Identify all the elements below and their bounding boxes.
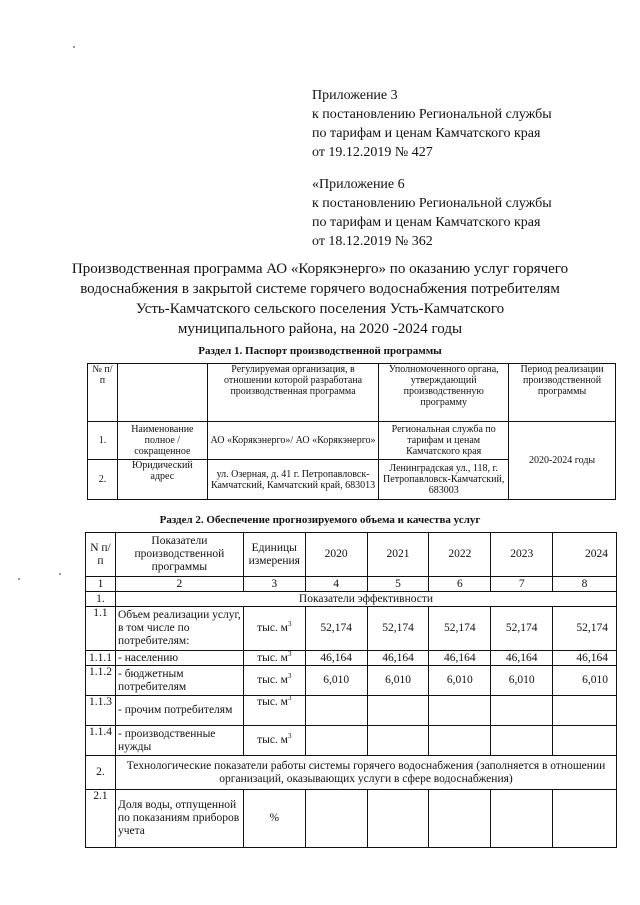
table-row bbox=[86, 790, 617, 848]
passport-row-authority: Региональная служба по тарифам и ценам Камчатского края bbox=[379, 422, 509, 460]
row-value bbox=[305, 696, 367, 726]
row-value: 52,174 bbox=[367, 607, 429, 651]
passport-header-num: № п/п bbox=[88, 364, 118, 422]
passport-header-authority: Уполномоченного органа, утверждающий производственную программу bbox=[379, 364, 509, 422]
row-value bbox=[305, 790, 367, 848]
column-number: 7 bbox=[491, 577, 553, 592]
year-header: 2020 bbox=[305, 533, 367, 577]
column-number: 1 bbox=[86, 577, 116, 592]
appendix-3-header bbox=[312, 86, 552, 162]
row-value bbox=[553, 726, 617, 756]
row-value: 6,010 bbox=[429, 666, 491, 696]
group-row-technological bbox=[86, 756, 617, 790]
scan-speck bbox=[18, 578, 20, 580]
row-value bbox=[553, 696, 617, 726]
table-row bbox=[86, 696, 617, 726]
passport-period-value: 2020-2024 годы bbox=[509, 422, 616, 500]
document-title bbox=[60, 259, 580, 339]
appendix-3-line1: Приложение 3 bbox=[312, 88, 398, 103]
row-value bbox=[491, 696, 553, 726]
passport-row-num: 2. bbox=[88, 460, 118, 500]
row-value: 6,010 bbox=[305, 666, 367, 696]
passport-row-label: Наименование полное / сокращенное bbox=[117, 422, 207, 460]
scan-speck bbox=[73, 46, 75, 48]
appendix-6-line2: к постановлению Региональной службы bbox=[312, 196, 552, 211]
passport-row-authority: Ленинградская ул., 118, г. Петропавловск-Камчатский, 683003 bbox=[379, 460, 509, 500]
column-number: 6 bbox=[429, 577, 491, 592]
group-label: Технологические показатели работы системы горячего водоснабжения (заполняется в отношении организаций, оказывающих услуги в сфере водоснабжения) bbox=[115, 756, 616, 790]
indicators-header-indicator: Показатели производственной программы bbox=[115, 533, 243, 577]
row-value: 6,010 bbox=[367, 666, 429, 696]
row-unit: % bbox=[243, 790, 305, 848]
appendix-3-line4: от 19.12.2019 № 427 bbox=[312, 145, 433, 160]
column-number: 3 bbox=[243, 577, 305, 592]
row-value: 52,174 bbox=[305, 607, 367, 651]
row-value: 46,164 bbox=[367, 651, 429, 666]
row-num: 1.1.4 bbox=[86, 726, 116, 756]
appendix-6-line1: «Приложение 6 bbox=[312, 177, 405, 192]
passport-row-org: ул. Озерная, д. 41 г. Петропавловск-Камчатский, Камчатский край, 683013 bbox=[207, 460, 379, 500]
row-num: 1.1.2 bbox=[86, 666, 116, 696]
row-value bbox=[367, 726, 429, 756]
row-value bbox=[491, 726, 553, 756]
column-number: 2 bbox=[115, 577, 243, 592]
column-number: 8 bbox=[553, 577, 617, 592]
column-number-row bbox=[86, 577, 617, 592]
appendix-6-header bbox=[312, 175, 552, 251]
row-value bbox=[429, 726, 491, 756]
title-line1: Производственная программа АО «Корякэнерго» по оказанию услуг горячего bbox=[71, 261, 569, 277]
group-row-efficiency bbox=[86, 592, 617, 607]
year-header: 2022 bbox=[429, 533, 491, 577]
passport-row-num: 1. bbox=[88, 422, 118, 460]
column-number: 4 bbox=[305, 577, 367, 592]
passport-header-org: Регулируемая организация, в отношении которой разработана производственная программа bbox=[207, 364, 379, 422]
row-label: - прочим потребителям bbox=[115, 696, 243, 726]
row-value: 6,010 bbox=[553, 666, 617, 696]
indicators-header-row bbox=[86, 533, 617, 577]
column-number: 5 bbox=[367, 577, 429, 592]
passport-header-row bbox=[88, 364, 616, 422]
row-value: 52,174 bbox=[553, 607, 617, 651]
table-row bbox=[86, 607, 617, 651]
row-value: 52,174 bbox=[429, 607, 491, 651]
row-value bbox=[491, 790, 553, 848]
appendix-3-line3: по тарифам и ценам Камчатского края bbox=[312, 126, 541, 141]
row-value bbox=[367, 790, 429, 848]
appendix-3-line2: к постановлению Региональной службы bbox=[312, 107, 552, 122]
group-num: 2. bbox=[86, 756, 116, 790]
passport-row-org: АО «Корякэнерго»/ АО «Корякэнерго» bbox=[207, 422, 379, 460]
table-row bbox=[86, 726, 617, 756]
passport-header-empty bbox=[117, 364, 207, 422]
row-unit: тыс. $м^3$ bbox=[243, 726, 305, 756]
row-label: - бюджетным потребителям bbox=[115, 666, 243, 696]
row-value: 46,164 bbox=[553, 651, 617, 666]
row-num: 1.1 bbox=[86, 607, 116, 651]
row-value: 46,164 bbox=[305, 651, 367, 666]
group-label: Показатели эффективности bbox=[115, 592, 616, 607]
row-value: 46,164 bbox=[491, 651, 553, 666]
year-header: 2023 bbox=[491, 533, 553, 577]
indicators-header-num: N п/п bbox=[86, 533, 116, 577]
table-row bbox=[86, 666, 617, 696]
title-line2: водоснабжения в закрытой системе горячего водоснабжения потребителям bbox=[80, 281, 560, 297]
title-line3: Усть-Камчатского сельского поселения Усть-Камчатского bbox=[135, 301, 505, 317]
row-unit: тыс. $м^3$ bbox=[243, 666, 305, 696]
row-value bbox=[367, 696, 429, 726]
row-num: 1.1.1 bbox=[86, 651, 116, 666]
title-line4: муниципального района, на 2020 -2024 годы bbox=[177, 321, 463, 337]
row-unit: тыс. $м^3$ bbox=[243, 696, 305, 726]
row-value bbox=[429, 696, 491, 726]
row-unit: тыс. $м^3$ bbox=[243, 607, 305, 651]
group-num: 1. bbox=[86, 592, 116, 607]
section-2-heading: Раздел 2. Обеспечение прогнозируемого объема и качества услуг bbox=[159, 514, 481, 526]
row-unit: тыс. $м^3$ bbox=[243, 651, 305, 666]
row-num: 1.1.3 bbox=[86, 696, 116, 726]
row-value bbox=[305, 726, 367, 756]
indicators-header-unit: Единицы измерения bbox=[243, 533, 305, 577]
row-value bbox=[553, 790, 617, 848]
appendix-6-line3: по тарифам и ценам Камчатского края bbox=[312, 215, 541, 230]
appendix-6-line4: от 18.12.2019 № 362 bbox=[312, 234, 433, 249]
row-label: Объем реализации услуг, в том числе по потребителям: bbox=[115, 607, 243, 651]
table-row bbox=[86, 651, 617, 666]
row-value: 52,174 bbox=[491, 607, 553, 651]
row-label: - населению bbox=[115, 651, 243, 666]
row-num: 2.1 bbox=[86, 790, 116, 848]
indicators-table bbox=[85, 532, 617, 848]
row-label: Доля воды, отпущенной по показаниям приборов учета bbox=[115, 790, 243, 848]
year-header: 2024 bbox=[553, 533, 617, 577]
passport-row-label: Юридический адрес bbox=[117, 460, 207, 500]
passport-table bbox=[87, 363, 616, 500]
year-header: 2021 bbox=[367, 533, 429, 577]
row-value: 6,010 bbox=[491, 666, 553, 696]
section-1-heading: Раздел 1. Паспорт производственной программы bbox=[198, 345, 442, 357]
row-label: - производственные нужды bbox=[115, 726, 243, 756]
row-value bbox=[429, 790, 491, 848]
passport-header-period: Период реализации производственной программы bbox=[509, 364, 616, 422]
row-value: 46,164 bbox=[429, 651, 491, 666]
scan-speck bbox=[59, 573, 61, 575]
passport-row bbox=[88, 422, 616, 460]
